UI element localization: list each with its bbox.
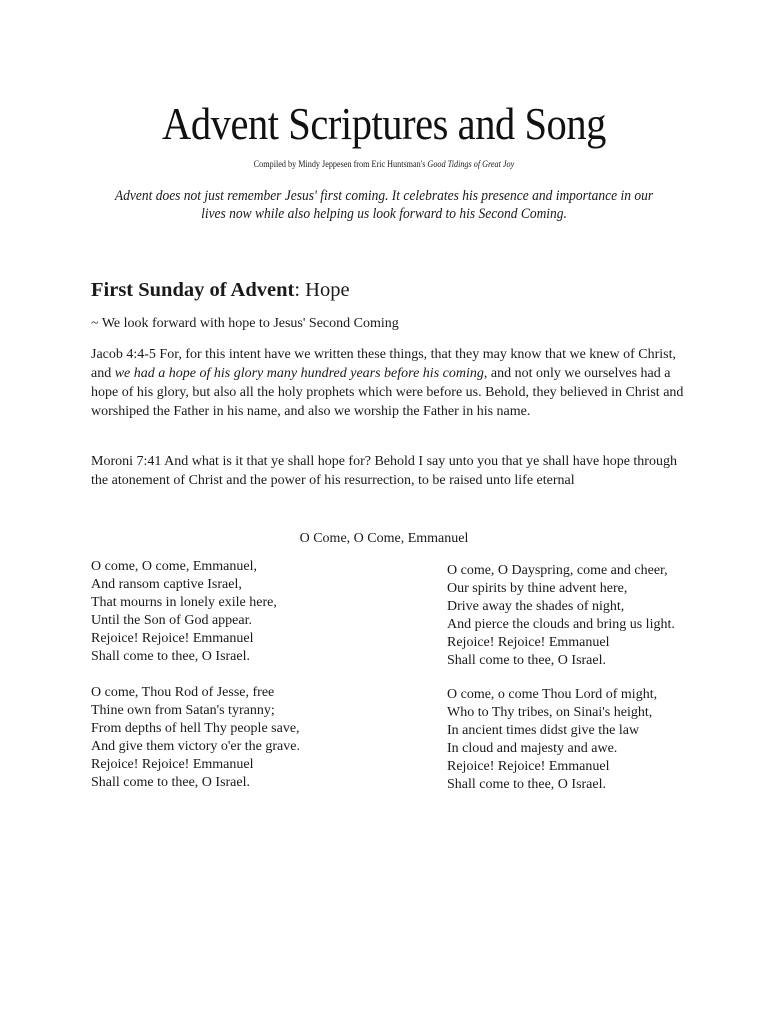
book-title: Good Tidings of Great Joy (427, 160, 515, 170)
verse-line: In cloud and majesty and awe. (447, 741, 618, 756)
song-verse-1 (91, 558, 277, 666)
page-title: Advent Scriptures and Song (162, 98, 606, 149)
jacob-scripture (91, 345, 691, 421)
song-verse-3 (447, 562, 675, 670)
verse-line: Who to Thy tribes, on Sinai's height, (447, 705, 653, 720)
song-verse-4 (447, 686, 657, 794)
verse-line: Rejoice! Rejoice! Emmanuel (91, 757, 254, 772)
verse-line: O come, o come Thou Lord of might, (447, 687, 658, 702)
intro-paragraph: Advent does not just remember Jesus' first coming. It celebrates his presence and importance in our lives now while also helping us look forward to his Second Coming. (114, 188, 654, 222)
jacob-text-start: Jacob 4:4-5 For, for this intent have we written these things, that they may know that we knew of Christ, and (91, 347, 676, 381)
verse-line: Rejoice! Rejoice! Emmanuel (447, 759, 610, 774)
verse-line: O come, O come, Emmanuel, (91, 559, 258, 574)
section-heading-rest: : Hope (294, 279, 350, 301)
song-title: O Come, O Come, Emmanuel (299, 531, 469, 546)
verse-line: And ransom captive Israel, (91, 577, 242, 592)
verse-line: O come, O Dayspring, come and cheer, (447, 563, 668, 578)
section-heading-bold: First Sunday of Advent (91, 279, 295, 301)
verse-line: Shall come to thee, O Israel. (91, 775, 251, 790)
verse-line: From depths of hell Thy people save, (91, 721, 300, 736)
verse-line: Shall come to thee, O Israel. (447, 777, 607, 792)
verse-line: Rejoice! Rejoice! Emmanuel (447, 635, 610, 650)
verse-line: That mourns in lonely exile here, (91, 595, 277, 610)
verse-line: O come, Thou Rod of Jesse, free (91, 685, 275, 700)
verse-line: Thine own from Satan's tyranny; (91, 703, 275, 718)
verse-line: Shall come to thee, O Israel. (447, 653, 607, 668)
verse-line: And pierce the clouds and bring us light. (447, 617, 675, 632)
verse-line: Rejoice! Rejoice! Emmanuel (91, 631, 254, 646)
song-verse-2 (91, 684, 300, 792)
compiled-by-text: Compiled by Mindy Jeppesen from Eric Huntsman's (253, 160, 428, 170)
verse-line: Shall come to thee, O Israel. (91, 649, 251, 664)
jacob-text-rest: , and not only we ourselves had a hope of his glory, but also all the holy prophets which were before us. Behold, they believed in Christ and worshiped the Father in his name, and also we worship the Father in his name. (91, 366, 684, 419)
compiled-by-line (54, 159, 714, 171)
section-subtitle: ~ We look forward with hope to Jesus' Second Coming (91, 316, 399, 331)
verse-line: Until the Son of God appear. (91, 613, 252, 628)
jacob-text-italic: we had a hope of his glory many hundred years before his coming (114, 366, 484, 381)
verse-line: In ancient times didst give the law (447, 723, 640, 738)
verse-line: Our spirits by thine advent here, (447, 581, 628, 596)
verse-line: And give them victory o'er the grave. (91, 739, 300, 754)
section-heading (91, 277, 350, 303)
verse-line: Drive away the shades of night, (447, 599, 625, 614)
moroni-scripture: Moroni 7:41 And what is it that ye shall hope for? Behold I say unto you that ye shall have hope through the atonement of Christ and the power of his resurrection, to be raised unto life eternal (91, 454, 677, 488)
